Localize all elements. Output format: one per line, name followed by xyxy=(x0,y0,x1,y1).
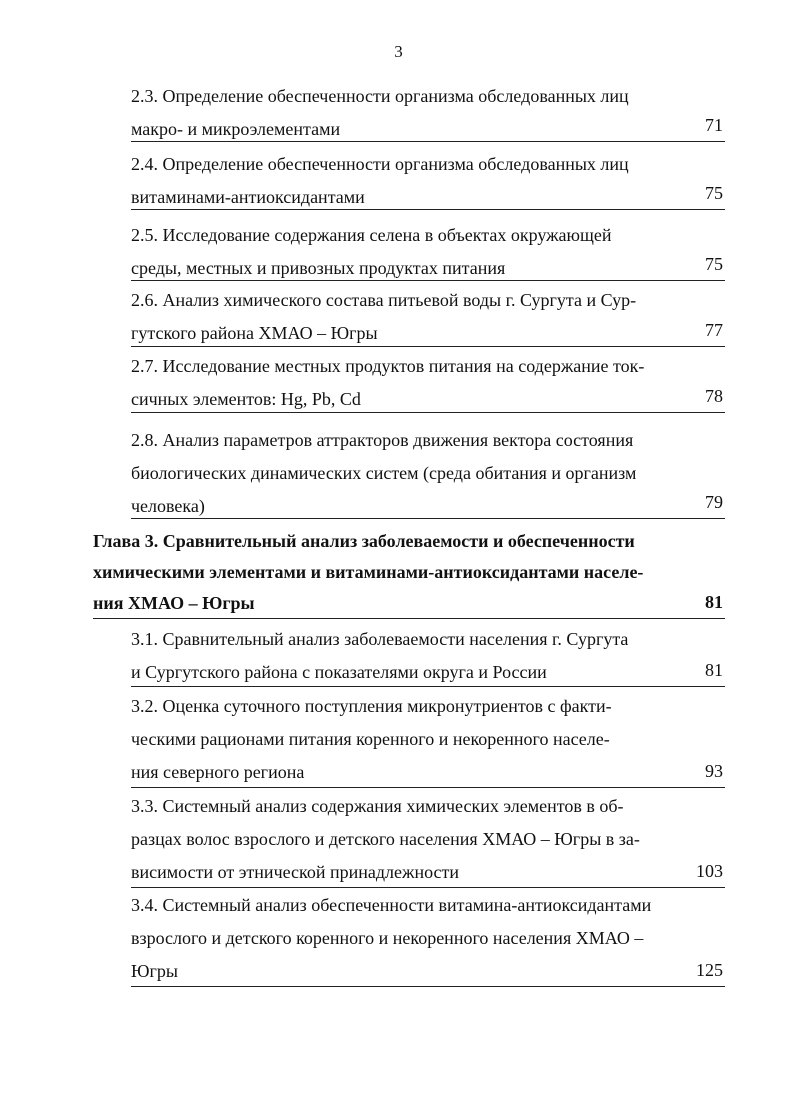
toc-entry-line: и Сургутского района с показателями округа и России xyxy=(131,662,547,682)
toc-entry-line: 3.2. Оценка суточного поступления микронутриентов с факти- xyxy=(131,696,612,716)
toc-page-number: 79 xyxy=(705,492,723,512)
toc-entry-3-4 xyxy=(131,889,725,987)
toc-entry-line: 3.1. Сравнительный анализ заболеваемости населения г. Сургута xyxy=(131,629,629,649)
toc-page-number: 81 xyxy=(705,592,723,612)
toc-page-number: 81 xyxy=(705,660,723,680)
toc-entry-line: взрослого и детского коренного и некоренного населения ХМАО – xyxy=(131,928,644,948)
toc-page-number: 93 xyxy=(705,761,723,781)
toc-entry-line: гутского района ХМАО – Югры xyxy=(131,323,378,343)
toc-entry-line: висимости от этнической принадлежности xyxy=(131,862,460,882)
toc-page-number: 78 xyxy=(705,386,723,406)
toc-entry-3-2 xyxy=(131,690,725,788)
toc-page-number: 75 xyxy=(705,183,723,203)
toc-entry-2-5 xyxy=(131,219,725,281)
toc-entry-line: макро- и микроэлементами xyxy=(131,119,341,139)
toc-page-number: 75 xyxy=(705,254,723,274)
toc-entry-line: ния северного региона xyxy=(131,762,305,782)
toc-chapter-3 xyxy=(93,526,725,619)
toc-entry-2-3 xyxy=(131,80,725,142)
toc-entry-line: Глава 3. Сравнительный анализ заболеваемости и обеспеченности xyxy=(93,531,635,551)
toc-entry-line: 2.6. Анализ химического состава питьевой воды г. Сургута и Сур- xyxy=(131,290,637,310)
toc-entry-line: 3.4. Системный анализ обеспеченности витамина-антиоксидантами xyxy=(131,895,652,915)
toc-page-number: 71 xyxy=(705,115,723,135)
toc-entry-line: витаминами-антиоксидантами xyxy=(131,187,365,207)
toc-entry-line: 3.3. Системный анализ содержания химических элементов в об- xyxy=(131,796,624,816)
toc-entry-2-4 xyxy=(131,148,725,210)
toc-entry-3-3 xyxy=(131,790,725,888)
toc-entry-line: разцах волос взрослого и детского населения ХМАО – Югры в за- xyxy=(131,829,640,849)
toc-entry-2-6 xyxy=(131,284,725,347)
toc-entry-line: ния ХМАО – Югры xyxy=(93,593,255,613)
toc-entry-line: 2.5. Исследование содержания селена в объектах окружающей xyxy=(131,225,612,245)
toc-entry-line: 2.3. Определение обеспеченности организма обследованных лиц xyxy=(131,86,629,106)
toc-entry-line: 2.8. Анализ параметров аттракторов движения вектора состояния xyxy=(131,430,634,450)
page-number: 3 xyxy=(394,42,403,61)
toc-entry-line: Югры xyxy=(131,961,178,981)
toc-entry-2-8 xyxy=(131,424,725,519)
toc-entry-line: ческими рационами питания коренного и некоренного населе- xyxy=(131,729,610,749)
toc-entry-line: 2.4. Определение обеспеченности организма обследованных лиц xyxy=(131,154,629,174)
toc-page-number: 125 xyxy=(696,960,723,980)
toc-entry-line: человека) xyxy=(131,496,205,516)
toc-entry-3-1 xyxy=(131,623,725,687)
toc-entry-line: химическими элементами и витаминами-антиоксидантами населе- xyxy=(93,562,644,582)
toc-entry-line: биологических динамических систем (среда обитания и организм xyxy=(131,463,637,483)
toc-entry-line: сичных элементов: Hg, Pb, Cd xyxy=(131,389,361,409)
toc-page-number: 77 xyxy=(705,320,723,340)
toc-entry-2-7 xyxy=(131,350,725,413)
toc-entry-line: среды, местных и привозных продуктах питания xyxy=(131,258,506,278)
toc-entry-line: 2.7. Исследование местных продуктов питания на содержание ток- xyxy=(131,356,645,376)
toc-page-number: 103 xyxy=(696,861,723,881)
